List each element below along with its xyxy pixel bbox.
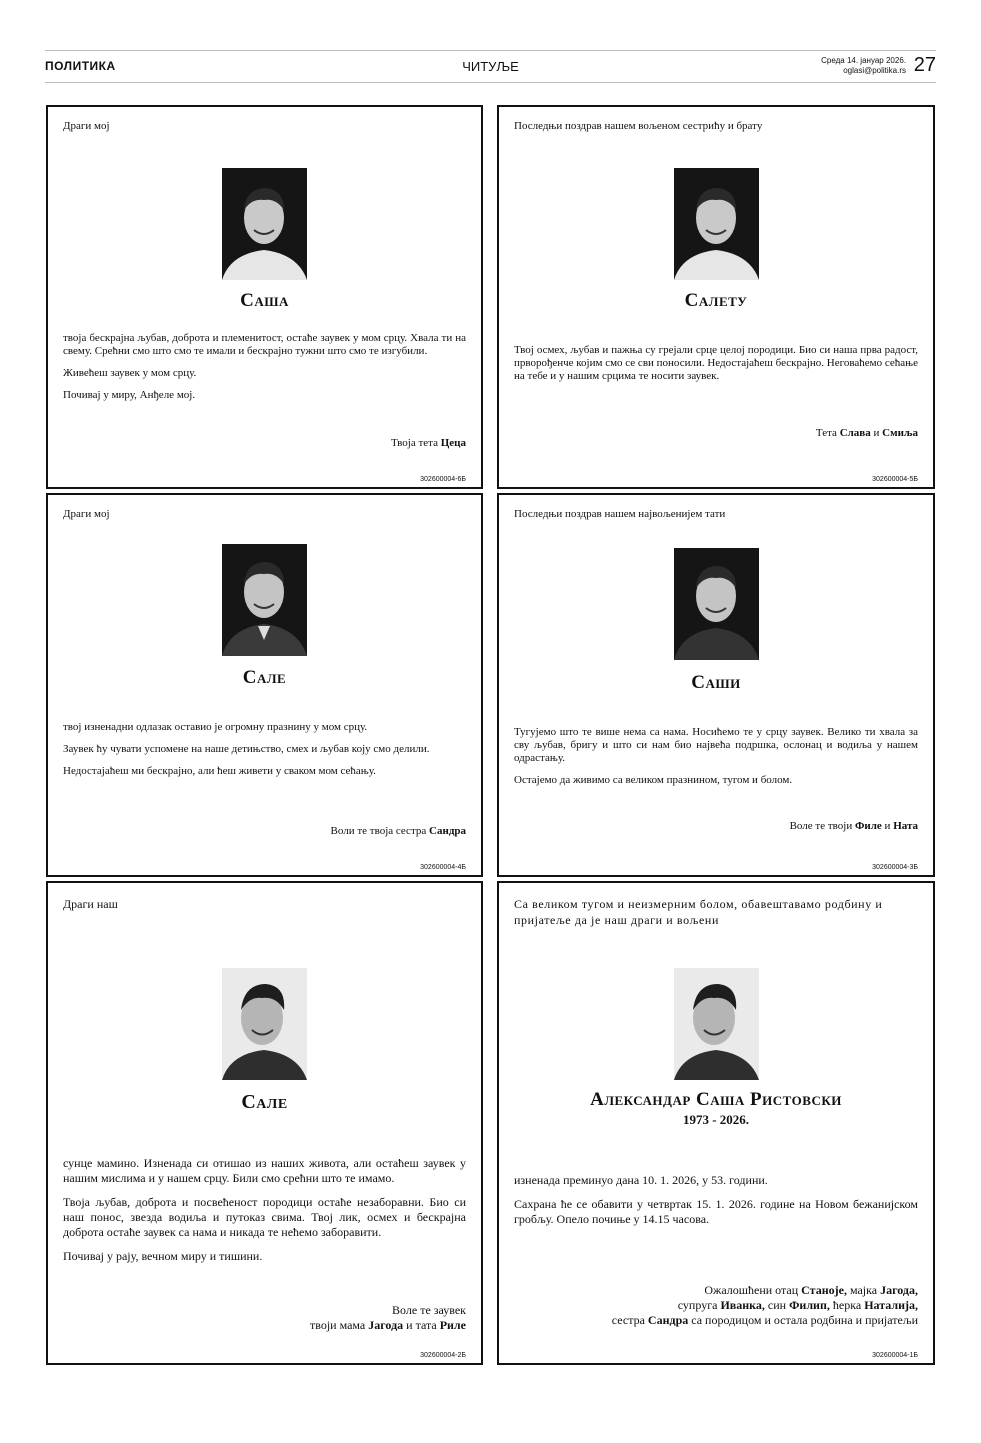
newspaper-logo: ПОЛИТИКА bbox=[45, 59, 116, 73]
paragraph: Твој осмех, љубав и пажња су грејали срце целој породици. Био си наша прва радост, прворођенче којим смо се сви поносили. Недостајаћеш бескрајно. Неговаћемо сећање на тебе и у нашим срцима те носити заувек. bbox=[514, 344, 919, 382]
obituary-notice bbox=[46, 105, 483, 489]
portrait-photo bbox=[222, 168, 307, 280]
paragraph: Недостајаћеш ми бескрајно, али ћеш живети у сваком мом сећању. bbox=[63, 765, 376, 777]
signature bbox=[816, 427, 918, 440]
obituary-notice bbox=[497, 105, 935, 489]
signer-name: Иванка, bbox=[720, 1298, 765, 1312]
signature-text: ћерка bbox=[829, 1298, 865, 1312]
paragraph: изненада преминуо дана 10. 1. 2026, у 53. години. bbox=[514, 1173, 768, 1187]
paragraph: твоја бескрајна љубав, доброта и племенитост, остаће заувек у мом срцу. Хвала ти на свему. Срећни смо што смо те имали и бескрајно тужни што смо те изгубили. bbox=[63, 332, 466, 357]
signer-name: Филип, bbox=[789, 1298, 830, 1312]
deceased-name: Сале bbox=[242, 667, 287, 688]
signature-line bbox=[612, 1298, 918, 1313]
contact-email: oglasi@politika.rs bbox=[843, 66, 906, 75]
ad-code: 302600004-6Б bbox=[420, 476, 466, 483]
section-title: ЧИТУЉЕ bbox=[462, 59, 519, 74]
signature-text: твоји мама bbox=[310, 1318, 369, 1332]
signer-name: Риле bbox=[439, 1318, 466, 1332]
paragraph: Тугујемо што те више нема са нама. Носићемо те у срцу заувек. Велико ти хвала за сву љубав, бригу и што си нам био највећа подршка, ослонац и водиља у нашем одрастању. bbox=[514, 726, 918, 764]
life-years: 1973 - 2026. bbox=[682, 1112, 750, 1127]
notice-intro: Последњи поздрав нашем вољеном сестрићу и брату bbox=[514, 120, 763, 132]
signature-text: и bbox=[870, 427, 883, 439]
notice-intro: Последњи поздрав нашем највољенијем тати bbox=[514, 508, 726, 520]
signature-text: син bbox=[764, 1298, 790, 1312]
notice-text bbox=[63, 721, 466, 787]
notice-intro: Са великом тугом и неизмерним болом, обавештавамо родбину и пријатеље да је наш драги и вољени bbox=[514, 897, 883, 927]
ad-code: 302600004-1Б bbox=[872, 1352, 918, 1359]
paragraph: Твоја љубав, доброта и посвећеност породици остаће незаборавни. Био си наш понос, звезда водиља и путоказ свима. Твој лик, осмех и бескрајна доброта остаће заувек са нама и никада те нећемо заборавити. bbox=[63, 1195, 466, 1239]
signature bbox=[612, 1283, 918, 1328]
signature-line bbox=[612, 1283, 918, 1298]
signer-name: Јагода, bbox=[880, 1283, 918, 1297]
signature bbox=[391, 437, 466, 450]
signature bbox=[331, 825, 466, 838]
notice-intro: Драги наш bbox=[63, 897, 118, 911]
masthead bbox=[45, 50, 936, 83]
ad-code: 302600004-2Б bbox=[420, 1352, 466, 1359]
dateline bbox=[821, 56, 906, 76]
signer-name: Јагода bbox=[368, 1318, 404, 1332]
paragraph: Заувек ћу чувати успомене на наше детињство, смех и љубав коју смо делили. bbox=[63, 743, 430, 755]
deceased-name: Александар Саша Ристовски bbox=[590, 1089, 842, 1110]
deceased-name: Саши bbox=[691, 672, 741, 693]
signer-name: Сандра bbox=[647, 1313, 689, 1327]
signature-text: Воле те твоји bbox=[789, 820, 855, 832]
paragraph: твој изненадни одлазак оставио је огромну празнину у мом срцу. bbox=[63, 721, 368, 733]
notice-text bbox=[514, 344, 918, 392]
portrait-photo bbox=[222, 968, 307, 1080]
deceased-name: Саша bbox=[240, 290, 289, 311]
paragraph: Живећеш заувек у мом срцу. bbox=[63, 367, 197, 379]
notice-intro: Драги мој bbox=[63, 120, 110, 132]
signature-line bbox=[612, 1313, 918, 1328]
portrait-photo bbox=[222, 544, 307, 656]
signer-name: Сандра bbox=[429, 825, 466, 837]
obituary-notice bbox=[497, 881, 935, 1365]
ad-code: 302600004-5Б bbox=[872, 476, 918, 483]
paragraph: Почивај у рају, вечном миру и тишини. bbox=[63, 1249, 263, 1263]
portrait-photo bbox=[674, 548, 759, 660]
paragraph: Почивај у миру, Анђеле мој. bbox=[63, 389, 196, 401]
signature-text: Ожалошћени отац bbox=[704, 1283, 802, 1297]
signature-text: Твоја тета bbox=[390, 437, 441, 449]
obituary-notice bbox=[46, 881, 483, 1365]
signature-text: са породицом и остала родбина и пријатељи bbox=[688, 1313, 918, 1327]
paragraph: сунце мамино. Изненада си отишао из наших живота, али остаћеш заувек у нашим мислима и у нашем срцу. Били смо срећни што те имамо. bbox=[63, 1156, 466, 1185]
notice-intro: Драги мој bbox=[63, 508, 110, 520]
signature-text: Воли те твоја сестра bbox=[330, 825, 430, 837]
notice-text bbox=[514, 726, 918, 796]
signature-text: сестра bbox=[611, 1313, 648, 1327]
signer-name: Цеца bbox=[440, 437, 466, 449]
notice-text bbox=[63, 1156, 466, 1273]
notice-text bbox=[514, 1173, 918, 1236]
signer-name: Станоје, bbox=[801, 1283, 847, 1297]
signature-text: Воле те заувек bbox=[392, 1303, 466, 1317]
signer-name: Смиља bbox=[882, 427, 918, 439]
signature-text: Тета bbox=[815, 427, 840, 439]
signature-text: мајка bbox=[846, 1283, 881, 1297]
notice-text bbox=[63, 332, 466, 411]
ad-code: 302600004-3Б bbox=[872, 864, 918, 871]
signer-name: Филе bbox=[854, 820, 882, 832]
obituary-notice bbox=[46, 493, 483, 877]
signer-name: Слава bbox=[839, 427, 871, 439]
signer-name: Наталија, bbox=[864, 1298, 918, 1312]
deceased-name: Салету bbox=[684, 290, 748, 311]
signature bbox=[310, 1303, 466, 1333]
issue-date: Среда 14. јануар 2026. bbox=[821, 56, 906, 65]
paragraph: Сахрана ће се обавити у четвртак 15. 1. 2026. године на Новом бежанијском гробљу. Опело почиње у 14.15 часова. bbox=[514, 1197, 918, 1226]
signature-text: и тата bbox=[403, 1318, 440, 1332]
portrait-photo bbox=[674, 168, 759, 280]
paragraph: Остајемо да живимо са великом празнином, тугом и болом. bbox=[514, 774, 793, 786]
signature-line bbox=[310, 1318, 466, 1333]
page-number: 27 bbox=[913, 54, 936, 76]
obituary-notice bbox=[497, 493, 935, 877]
signature-text: супруга bbox=[677, 1298, 721, 1312]
ad-code: 302600004-4Б bbox=[420, 864, 466, 871]
deceased-name: Сале bbox=[241, 1091, 288, 1113]
portrait-photo bbox=[674, 968, 759, 1080]
signature bbox=[790, 820, 918, 833]
signer-name: Ната bbox=[893, 820, 918, 832]
signature-text: и bbox=[881, 820, 894, 832]
